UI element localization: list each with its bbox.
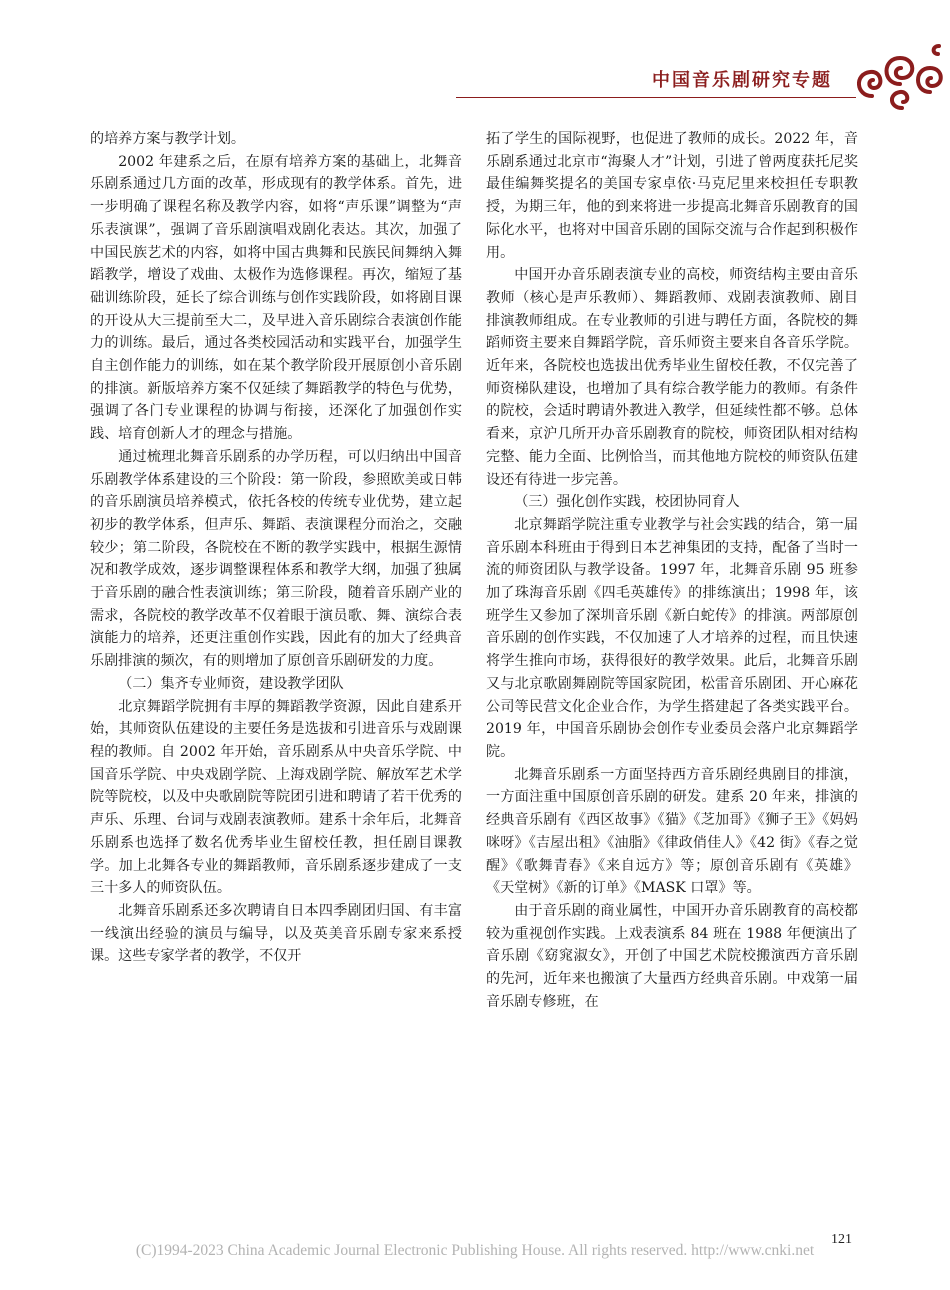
- paragraph: 中国开办音乐剧表演专业的高校，师资结构主要由音乐教师（核心是声乐教师）、舞蹈教师、戏剧表演教师、剧目排演教师组成。在专业教师的引进与聘任方面，各院校的舞蹈师资主要来自舞蹈学院，音乐师资主要来自各音乐学院。近年来，各院校也选拔出优秀毕业生留校任教，不仅完善了师资梯队建设，也增加了具有综合教学能力的教师。有条件的院校，会适时聘请外教进入教学，但延续性都不够。总体看来，京沪几所开办音乐剧教育的院校，师资团队相对结构完整、能力全面、比例恰当，而其他地方院校的师资队伍建设还有待进一步完善。: [486, 267, 858, 488]
- left-text-column: [90, 128, 462, 968]
- paragraph: 的培养方案与教学计划。: [90, 131, 246, 147]
- auspicious-cloud-ornament-icon: [842, 44, 950, 114]
- paragraph: 2002 年建系之后，在原有培养方案的基础上，北舞音乐剧系通过几方面的改革，形成现有的教学体系。首先，进一步明确了课程名称及教学内容，如将“声乐课”调整为“声乐表演课”，强调了音乐剧演唱戏剧化表达。其次，加强了中国民族艺术的内容，如将中国古典舞和民族民间舞纳入舞蹈教学，增设了戏曲、太极作为选修课程。再次，缩短了基础训练阶段，延长了综合训练与创作实践阶段，如将剧目课的开设从大三提前至大二，及早进入音乐剧综合表演创作能力的训练。最后，通过各类校园活动和实践平台，加强学生自主创作能力的训练，如在某个教学阶段开展原创小音乐剧的排演。新版培养方案不仅延续了舞蹈教学的特色与优势，强调了各门专业课程的协调与衔接，还深化了加强创作实践、培育创新人才的理念与措施。: [90, 153, 462, 443]
- paragraph: 北舞音乐剧系还多次聘请自日本四季剧团归国、有丰富一线演出经验的演员与编导，以及英美音乐剧专家来系授课。这些专家学者的教学，不仅开: [90, 902, 462, 965]
- right-text-column: [486, 128, 858, 1013]
- copyright-notice: (C)1994-2023 China Academic Journal Electronic Publishing House. All rights reserved. http://www.cnki.net: [135, 1242, 815, 1259]
- journal-section-title: 中国音乐剧研究专题: [652, 70, 832, 91]
- paragraph: 拓了学生的国际视野，也促进了教师的成长。2022 年，音乐剧系通过北京市“海聚人才”计划，引进了曾两度获托尼奖最佳编舞奖提名的美国专家卓依·马克尼里来校担任专职教授，为期三年，他的到来将进一步提高北舞音乐剧教育的国际化水平，也将对中国音乐剧的国际交流与合作起到积极作用。: [486, 131, 858, 261]
- page-number: 121: [831, 1232, 852, 1247]
- paragraph: （三）强化创作实践，校团协同育人: [514, 494, 740, 511]
- paragraph: 由于音乐剧的商业属性，中国开办音乐剧教育的高校都较为重视创作实践。上戏表演系 84 班在 1988 年便演出了音乐剧《窈窕淑女》，开创了中国艺术院校搬演西方音乐剧的先河，近年来也搬演了大量西方经典音乐剧。中戏第一届音乐剧专修班，在: [486, 902, 858, 1010]
- paragraph: 北京舞蹈学院拥有丰厚的舞蹈教学资源，因此自建系开始，其师资队伍建设的主要任务是选拔和引进音乐与戏剧课程的教师。自 2002 年开始，音乐剧系从中央音乐学院、中国音乐学院、中央戏剧学院、上海戏剧学院、解放军艺术学院等院校，以及中央歌剧院等院团引进和聘请了若干优秀的声乐、乐理、台词与戏剧表演教师。建系十余年后，北舞音乐剧系也选择了数名优秀毕业生留校任教，担任剧目课教学。加上北舞各专业的舞蹈教师，音乐剧系逐步建成了一支三十多人的师资队伍。: [90, 698, 462, 897]
- header-rule: [456, 97, 856, 98]
- paragraph: 北舞音乐剧系一方面坚持西方音乐剧经典剧目的排演，一方面注重中国原创音乐剧的研发。建系 20 年来，排演的经典音乐剧有《西区故事》《猫》《芝加哥》《狮子王》《妈妈咪呀》《吉屋出租》《油脂》《律政俏佳人》《42 街》《春之觉醒》《歌舞青春》《来自远方》等；原创音乐剧有《英雄》《天堂树》《新的订单》《MASK 口罩》等。: [486, 766, 858, 897]
- paragraph: 通过梳理北舞音乐剧系的办学历程，可以归纳出中国音乐剧教学体系建设的三个阶段：第一阶段，参照欧美或日韩的音乐剧演员培养模式，依托各校的传统专业优势，建立起初步的教学体系，但声乐、舞蹈、表演课程分而治之，交融较少；第二阶段，各院校在不断的教学实践中，根据生源情况和教学成效，逐步调整课程体系和教学大纲，加强了独属于音乐剧的融合性表演训练；第三阶段，随着音乐剧产业的需求，各院校的教学改革不仅着眼于演员歌、舞、演综合表演能力的培养，还更注重创作实践，因此有的加大了经典音乐剧排演的频次，有的则增加了原创音乐剧研发的力度。: [90, 448, 462, 670]
- paragraph: 北京舞蹈学院注重专业教学与社会实践的结合，第一届音乐剧本科班由于得到日本艺神集团的支持，配备了当时一流的师资团队与教学设备。1997 年，北舞音乐剧 95 班参加了珠海音乐剧《四毛英雄传》的排练演出；1998 年，该班学生又参加了深圳音乐剧《新白蛇传》的排演。两部原创音乐剧的创作实践，不仅加速了人才培养的过程，而且快速将学生推向市场，获得很好的教学效果。此后，北舞音乐剧又与北京歌剧舞剧院等国家院团，松雷音乐剧团、开心麻花公司等民营文化企业合作，为学生搭建起了各类实践平台。2019 年，中国音乐剧协会创作专业委员会落户北京舞蹈学院。: [486, 516, 858, 760]
- paragraph: （二）集齐专业师资，建设教学团队: [118, 675, 344, 692]
